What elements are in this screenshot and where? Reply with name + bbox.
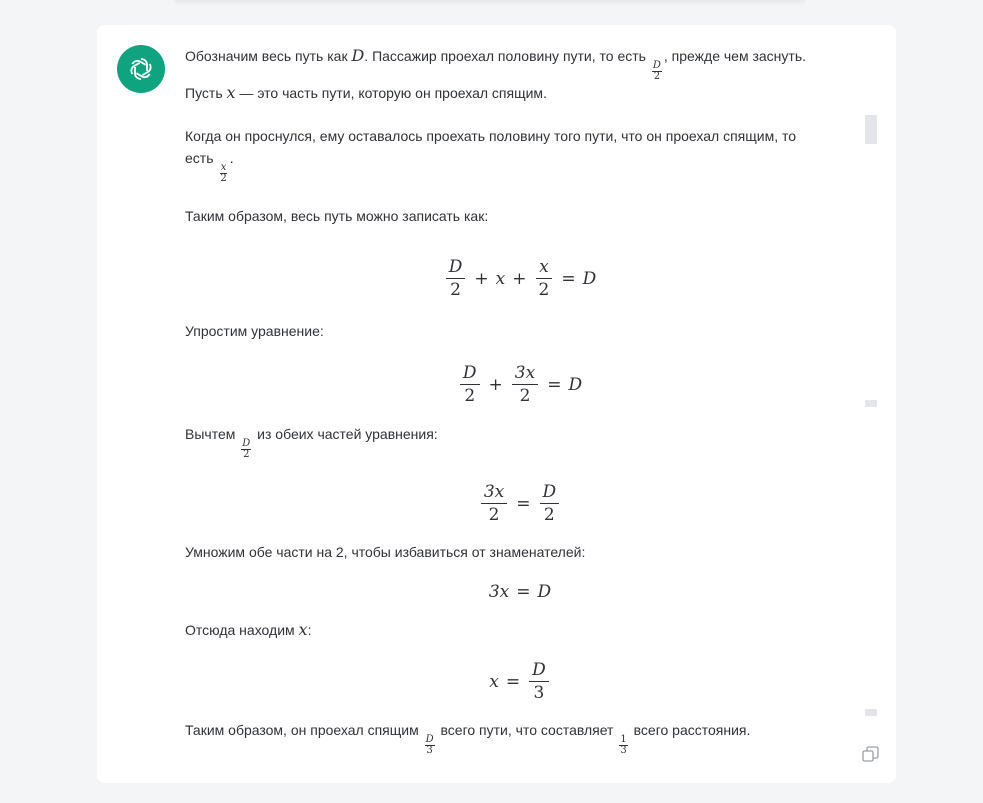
inline-fraction: $\frac{x}{2}$ xyxy=(220,162,227,184)
equation-3: $\frac{3x}{2}$ = $\frac{D}{2}$ xyxy=(185,482,855,525)
inline-fraction: $\frac{D}{3}$ xyxy=(425,734,434,756)
math-var-x: x xyxy=(226,83,236,102)
paragraph-8: Таким образом, он проехал спящим $\frac{D}{3}$ всего пути, что составляет $\frac{1}{3}$ всего расстояния. xyxy=(185,722,751,756)
equation-2: D 2 + $\frac{3x}{2}$ = D xyxy=(185,363,855,406)
assistant-avatar xyxy=(117,45,165,93)
paragraph-6: Умножим обе части на 2, чтобы избавиться от знаменателей: xyxy=(185,544,586,560)
openai-logo-icon xyxy=(126,54,156,84)
paragraph-4: Упростим уравнение: xyxy=(185,323,324,339)
paragraph-1: Обозначим весь путь как D. Пассажир проехал половину пути, то есть $\frac{D}{2}$ , прежде чем заснуть. Пусть x — это часть пути, которую он проехал спящим. xyxy=(185,46,807,102)
math-scrollbar-2[interactable] xyxy=(865,400,877,407)
paragraph-3: Таким образом, весь путь можно записать как: xyxy=(185,208,489,224)
paragraph-7: Отсюда находим x: xyxy=(185,620,312,639)
assistant-message xyxy=(97,25,896,783)
copy-icon xyxy=(862,746,879,763)
message-content xyxy=(185,45,855,756)
paragraph-5: Вычтем $\frac{D}{2}$ из обеих частей уравнения: xyxy=(185,426,438,460)
equation-5: x = $\frac{D}{3}$ xyxy=(185,660,855,703)
math-var-x: x xyxy=(298,620,308,639)
equation-4: 3x = D xyxy=(488,582,552,602)
inline-fraction: $\frac{D}{2}$ xyxy=(242,438,251,460)
inline-fraction: $\frac{D}{2}$ xyxy=(652,60,661,82)
math-scrollbar-3[interactable] xyxy=(865,709,877,716)
inline-fraction: $\frac{1}{3}$ xyxy=(620,734,627,756)
math-var-D: D xyxy=(351,46,365,65)
top-shadow xyxy=(175,0,805,6)
equation-1: D 2 + x + $\frac{x}{2}$ = D xyxy=(185,257,855,300)
copy-button[interactable] xyxy=(860,744,880,764)
paragraph-2: Когда он проснулся, ему оставалось проехать половину того пути, что он проехал спящим, то есть $\frac{x}{2}$ . xyxy=(185,128,797,184)
math-scrollbar-1[interactable] xyxy=(865,115,877,144)
